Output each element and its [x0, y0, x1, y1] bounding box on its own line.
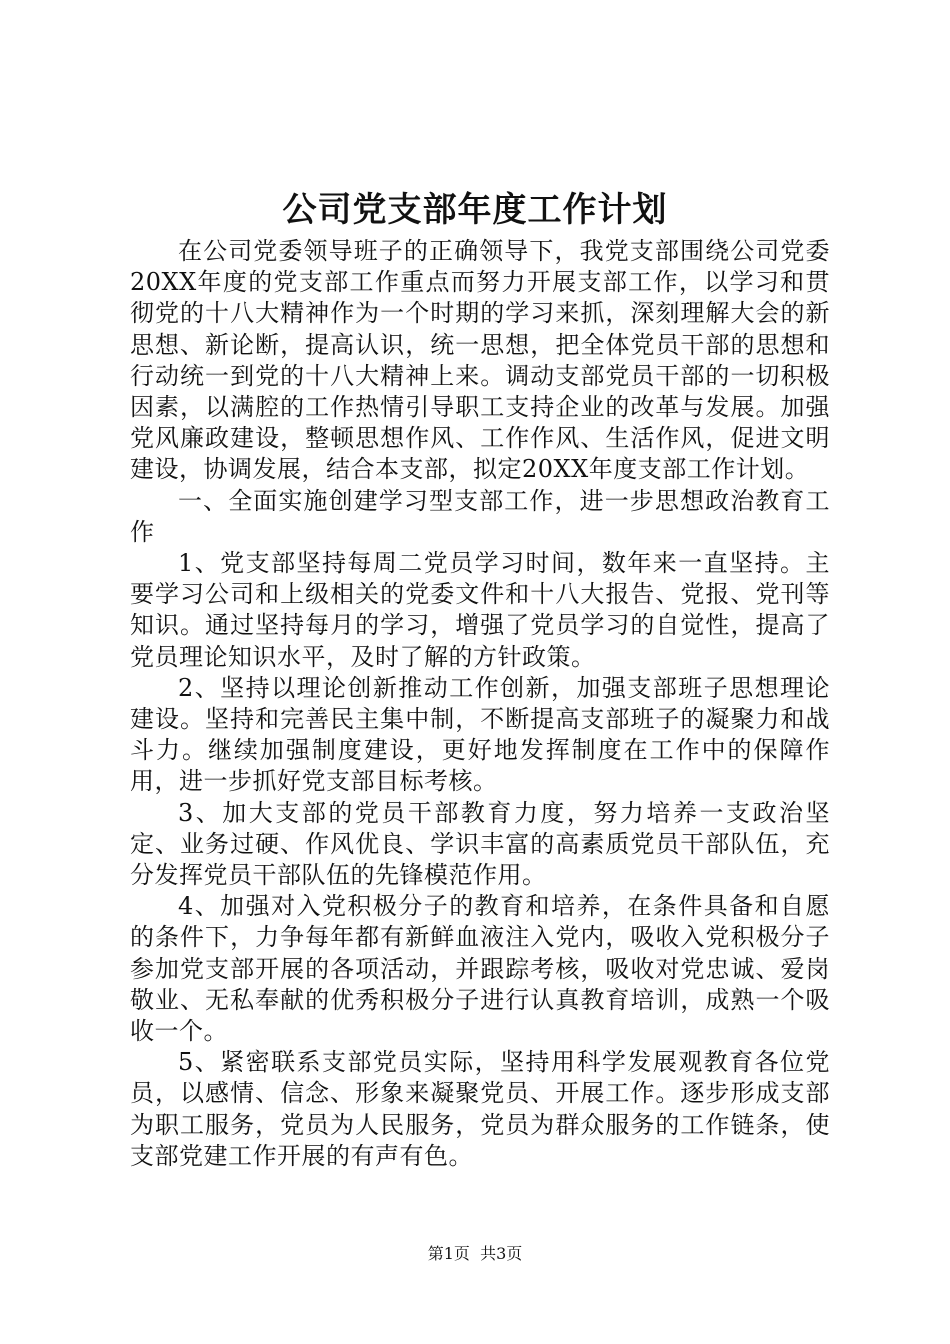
document-title: 公司党支部年度工作计划 — [282, 190, 668, 230]
document-body — [130, 236, 830, 1172]
paragraph-item-4: 4、加强对入党积极分子的教育和培养，在条件具备和自愿的条件下，力争每年都有新鲜血液注入党内，吸收入党积极分子参加党支部开展的各项活动，并跟踪考核，吸收对党忠诚、爱岗敬业、无私奉献的优秀积极分子进行认真教育培训，成熟一个吸收一个。 — [130, 892, 830, 1046]
paragraph-intro: 在公司党委领导班子的正确领导下，我党支部围绕公司党委20XX年度的党支部工作重点而努力开展支部工作，以学习和贯彻党的十八大精神作为一个时期的学习来抓，深刻理解大会的新思想、新论断，提高认识，统一思想，把全体党员干部的思想和行动统一到党的十八大精神上来。调动支部党员干部的一切积极因素，以满腔的工作热情引导职工支持企业的改革与发展。加强党风廉政建设，整顿思想作风、工作作风、生活作风，促进文明建设，协调发展，结合本支部，拟定20XX年度支部工作计划。 — [130, 237, 830, 484]
paragraph-item-5: 5、紧密联系支部党员实际，坚持用科学发展观教育各位党员，以感情、信念、形象来凝聚党员、开展工作。逐步形成支部为职工服务，党员为人民服务，党员为群众服务的工作链条，使支部党建工作开展的有声有色。 — [130, 1048, 830, 1170]
paragraph-item-1: 1、党支部坚持每周二党员学习时间，数年来一直坚持。主要学习公司和上级相关的党委文件和十八大报告、党报、党刊等知识。通过坚持每月的学习，增强了党员学习的自觉性，提高了党员理论知识水平，及时了解的方针政策。 — [130, 549, 830, 671]
paragraph-item-3: 3、加大支部的党员干部教育力度，努力培养一支政治坚定、业务过硬、作风优良、学识丰富的高素质党员干部队伍，充分发挥党员干部队伍的先锋模范作用。 — [130, 798, 830, 890]
page-footer — [0, 1243, 950, 1265]
section-heading-1: 一、全面实施创建学习型支部工作，进一步思想政治教育工作 — [130, 486, 830, 546]
paragraph-item-2: 2、坚持以理论创新推动工作创新，加强支部班子思想理论建设。坚持和完善民主集中制，不断提高支部班子的凝聚力和战斗力。继续加强制度建设，更好地发挥制度在工作中的保障作用，进一步抓好党支部目标考核。 — [130, 673, 830, 796]
page-indicator: 第1页 共3页 — [427, 1244, 523, 1263]
